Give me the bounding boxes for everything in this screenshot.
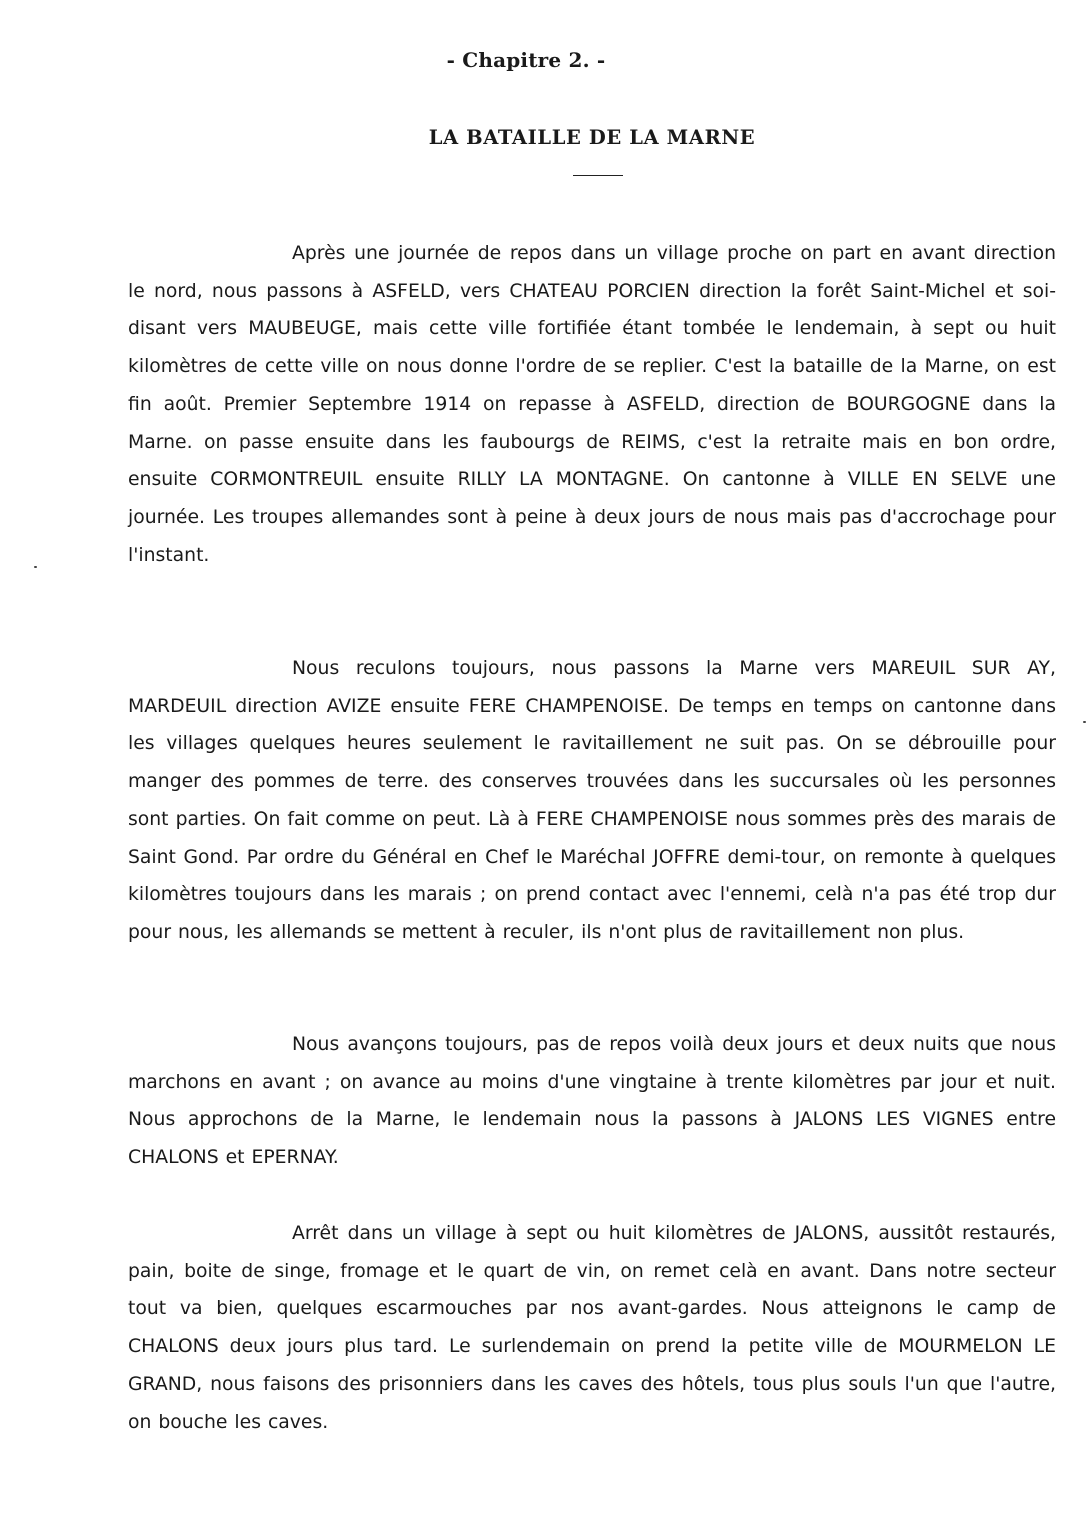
scan-speck xyxy=(1083,721,1086,723)
paragraph-4: Arrêt dans un village à sept ou huit kilomètres de JALONS, aussitôt restaurés, pain, boite de singe, fromage et le quart de vin, on remet celà en avant. Dans notre secteur tout va bien, quelques escarmouches par nos avant-gardes. Nous atteignons le camp de CHALONS deux jours plus tard. Le surlendemain on prend la petite ville de MOURMELON LE GRAND, nous faisons des prisonniers dans les caves des hôtels, tous plus souls l'un que l'autre, on bouche les caves. xyxy=(128,1223,1056,1433)
chapter-heading-text: - Chapitre 2. - xyxy=(446,48,606,72)
title-underline-divider xyxy=(573,175,623,176)
paragraph-1: Après une journée de repos dans un village proche on part en avant direction le nord, nous passons à ASFELD, vers CHATEAU PORCIEN direction la forêt Saint-Michel et soi-disant vers MAUBEUGE, mais cette ville fortifiée étant tombée le lendemain, à sept ou huit kilomètres de cette ville on nous donne l'ordre de se replier. C'est la bataille de la Marne, on est fin août. Premier Septembre 1914 on repasse à ASFELD, direction de BOURGOGNE dans la Marne. on passe ensuite dans les faubourgs de REIMS, c'est la retraite mais en bon ordre, ensuite CORMONTREUIL ensuite RILLY LA MONTAGNE. On cantonne à VILLE EN SELVE une journée. Les troupes allemandes sont à peine à deux jours de nous mais pas d'accrochage pour l'instant. xyxy=(128,243,1056,566)
scan-speck xyxy=(34,566,37,568)
paragraph-3: Nous avançons toujours, pas de repos voilà deux jours et deux nuits que nous marchons en avant ; on avance au moins d'une vingtaine à trente kilomètres par jour et nuit. Nous approchons de la Marne, le lendemain nous la passons à JALONS LES VIGNES entre CHALONS et EPERNAY. xyxy=(128,1034,1056,1169)
page-title-text: LA BATAILLE DE LA MARNE xyxy=(428,126,756,149)
chapter-heading xyxy=(0,48,1092,72)
paragraph-2: Nous reculons toujours, nous passons la Marne vers MAREUIL SUR AY, MARDEUIL direction AVIZE ensuite FERE CHAMPENOISE. De temps en temps on cantonne dans les villages quelques heures seulement le ravitaillement ne suit pas. On se débrouille pour manger des pommes de terre. des conserves trouvées dans les succursales où les personnes sont parties. On fait comme on peut. Là à FERE CHAMPENOISE nous sommes près des marais de Saint Gond. Par ordre du Général en Chef le Maréchal JOFFRE demi-tour, on remonte à quelques kilomètres toujours dans les marais ; on prend contact avec l'ennemi, celà n'a pas été trop dur pour nous, les allemands se mettent à reculer, ils n'ont plus de ravitaillement non plus. xyxy=(128,658,1056,943)
page-title xyxy=(0,126,1092,149)
